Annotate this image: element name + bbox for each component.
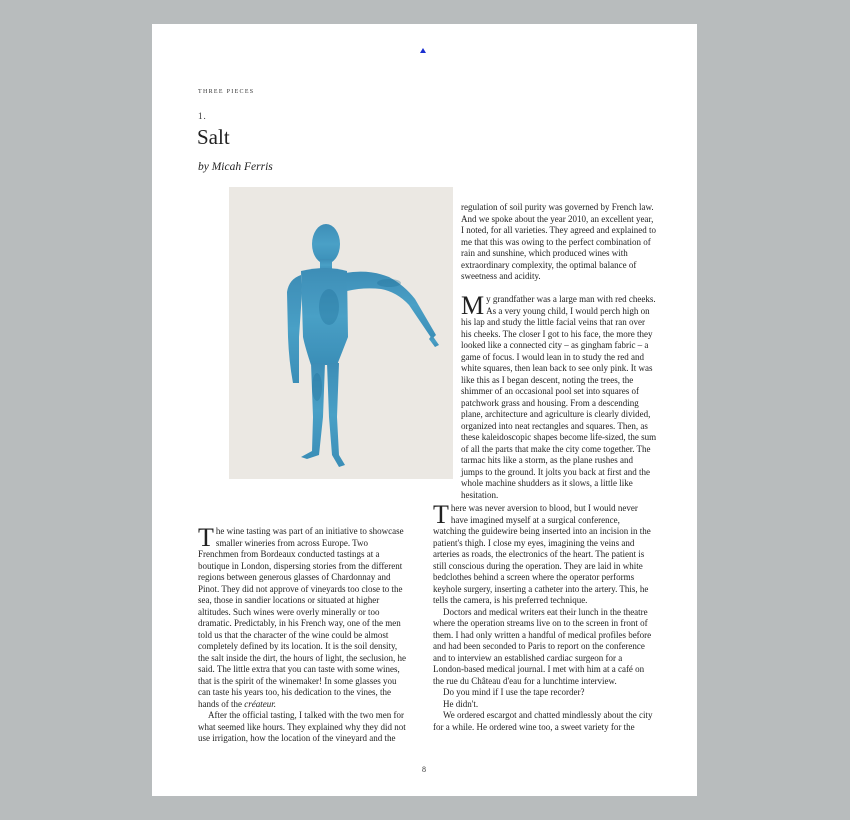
paragraph-text: y grandfather was a large man with red cheeks. As a very young child, I would perch high on his lap and study the little facial veins that ran over his cheeks. The closer I got to his face, the more they looked like a connected city – as gingham fabric – a game of focus. I would lean in to study the red and white squares, then lean back to see only pink. It was like this as I began descent, noting the trees, the shimmer of an occasional pool set into squares of patchwork grass and housing. From a descending plane, architecture and agriculture is clearly divided, organized into neat rectangles and squares. Then, as these kaleidoscopic shapes become life-sized, the sum of all the parts that make the city come together. The tarmac hits like a storm, as the plane rushes and jumps to the ground. It jolts you back at first and the whole machine shudders as it slows, a little like hesitation.	[461, 294, 657, 500]
paragraph: Do you mind if I use the tape recorder?	[443, 687, 585, 697]
drop-cap: M	[461, 291, 485, 320]
byline: by Micah Ferris	[198, 161, 273, 173]
drop-cap: T	[198, 523, 214, 552]
column-right-top	[461, 202, 657, 501]
column-left-bottom	[198, 523, 410, 745]
page-number: 8	[422, 765, 426, 774]
italic-word: créateur.	[244, 698, 276, 709]
drop-cap: T	[433, 500, 449, 529]
illustration	[229, 187, 453, 479]
paragraph: After the official tasting, I talked with the two men for what seemed like hours. They explained why they did not use irrigation, how the location of the vineyard and the	[198, 710, 406, 743]
page	[152, 24, 697, 796]
watercolor-figure-image	[229, 187, 453, 479]
triangle-up-icon[interactable]	[420, 48, 426, 53]
paragraph: regulation of soil purity was governed by French law. And we spoke about the year 2010, an excellent year, I noted, for all varieties. They agreed and explained to me that this was owing to the perfect combination of rain and sunshine, which produced wines with extraordinary complexity, the optimal balance of sweetness and acidity.	[461, 202, 657, 281]
page-title: Salt	[197, 125, 230, 149]
paragraph: He didn't.	[443, 698, 479, 709]
paragraph: Doctors and medical writers eat their lunch in the theatre where the operation streams live on to the screen in front of them. I had only written a handful of medical profiles before and had been seconded to Paris to report on the conference and to interview an established cardiac surgeon for a London-based medical journal. I met with him at a café on the rue du Château d'eau for a lunchtime interview.	[433, 606, 652, 686]
paragraph	[433, 500, 655, 607]
paragraph-text: here was never aversion to blood, but I would never have imagined myself at a surgical conference, watching the guidewire being inserted into an incision in the patient's thigh. I close my eyes, imagining the veins and arteries as roads, the electronics of the heart. The patient is still conscious during the operation. They are laid in white bedclothes behind a screen where the operator performs keyhole surgery, inserting a catheter into the artery. This, he tells the camera, is his preferred technique.	[433, 503, 651, 605]
paragraph: We ordered escargot and chatted mindlessly about the city for a while. He ordered wine too, a sweet variety for the	[433, 710, 653, 732]
paragraph	[198, 523, 410, 710]
paragraph	[461, 291, 657, 501]
series-label: THREE PIECES	[198, 89, 255, 95]
section-numeral: 1.	[198, 111, 207, 121]
paragraph-text: he wine tasting was part of an initiative to showcase smaller wineries from across Europe. Two Frenchmen from Bordeaux conducted tastings at a boutique in London, dispersing stories from the different regions between generous glasses of Chardonnay and Pinot. They did not approve of vineyards too close to the sea, those in sandier locations or situated at higher altitudes. Such wines were overly minerally or too dramatic. Predictably, in his French way, one of the men told us that the character of the wine could be almost completely defined by its location. It is the soil density, the salt inside the dirt, the hours of light, the seclusion, he said. The little extra that you can taste with some wines, that is the spirit of the winemaker! In some glasses you can taste his years too, his dedication to the vines, the hands of the	[198, 526, 406, 709]
column-right-bottom	[433, 500, 655, 733]
